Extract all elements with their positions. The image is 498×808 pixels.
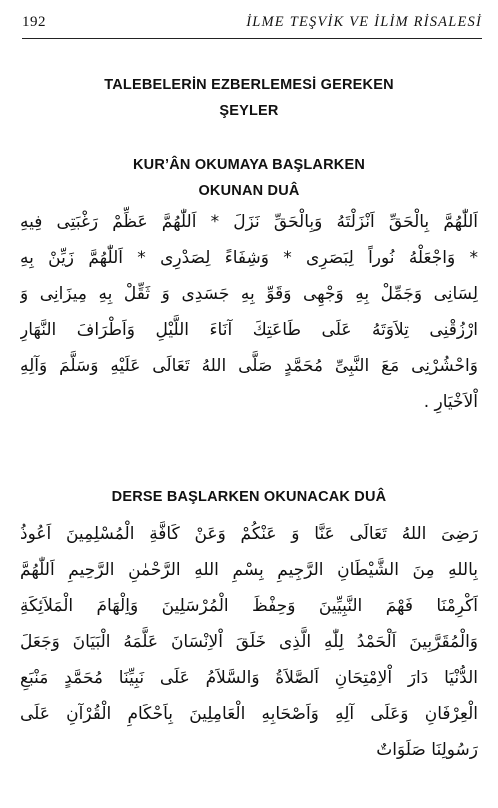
section-heading-lesson-prayer	[0, 484, 498, 510]
section-heading-line: OKUNAN DUÂ	[198, 183, 300, 199]
arabic-text-line: الْعِرْفَانِ وَعَلَى آلِهِ وَاَصْحَابِهِ الْعَامِلِينَ بِاَحْكَامِ الْقُرْآنِ عَلَى	[20, 704, 478, 724]
section-heading-line: TALEBELERİN EZBERLEMESİ GEREKEN	[104, 77, 394, 93]
arabic-text-line: الدُّنْيَا دَارَ اْلاِمْتِحَانِ اَلصَّلاَةُ وَالسَّلاَمُ عَلَى نَبِيِّنَا مُحَمَّدٍ مَنْبَعِ	[20, 668, 478, 688]
section-heading-line: KUR’ÂN OKUMAYA BAŞLARKEN	[133, 157, 365, 173]
section-heading-line: ŞEYLER	[219, 103, 279, 119]
section-heading-memorize	[0, 72, 498, 124]
arabic-text-line: وَالْمُقَرَّبِينَ اَلْحَمْدُ لِلّٰهِ الَّذِى خَلَقَ اْلاِنْسَانَ عَلَّمَهُ الْبَيَانَ وَجَعَلَ	[20, 632, 478, 652]
arabic-text-line: ارْزُقْنِى تِلاَوَتَهُ عَلَى طَاعَتِكَ آنَاءَ اللَّيْلِ وَاَطْرَافَ النَّهَارِ	[20, 320, 478, 340]
arabic-text-line: لِسَانِى وَجَمِّلْ بِهِ وَجْهِى وَقَوِّ بِهِ جَسَدِى وَ ثَقِّلْ بِهِ مِيزَانِى وَ	[20, 284, 478, 304]
page-header	[22, 14, 482, 39]
quran-prayer-text	[20, 204, 478, 420]
arabic-text-line: رَسُولِنَا صَلَوَاتٌ	[376, 740, 478, 760]
running-title: İLME TEŞVİK VE İLİM RİSALESİ	[246, 14, 482, 30]
arabic-text-line: رَضِىَ اللهُ تَعَالَى عَنَّا وَ عَنْكُمْ وَعَنْ كَافَّةِ الْمُسْلِمِينَ اَعُوذُ	[20, 524, 478, 544]
section-heading-line: DERSE BAŞLARKEN OKUNACAK DUÂ	[111, 489, 387, 505]
arabic-text-line: * وَاجْعَلْهُ نُوراً لِبَصَرِى * وَشِفَاءً لِصَدْرِى * اَللّٰهُمَّ زَيِّنْ بِهِ	[20, 248, 478, 268]
arabic-text-line: اْلاَخْيَارِ .	[423, 392, 478, 412]
section-heading-quran-prayer	[0, 152, 498, 204]
lesson-prayer-text	[20, 516, 478, 768]
arabic-text-line: بِاللهِ مِنَ الشَّيْطَانِ الرَّجِيمِ بِسْمِ اللهِ الرَّحْمٰنِ الرَّحِيمِ اَللّٰهُمَّ	[20, 560, 478, 580]
page-number: 192	[22, 14, 46, 30]
arabic-text-line: اَكْرِمْنَا فَهْمَ النَّبِيِّينَ وَحِفْظَ الْمُرْسَلِينَ وَاِلْهَامَ الْمَلاَئِكَةِ	[20, 596, 478, 616]
arabic-text-line: وَاحْشُرْنِى مَعَ النَّبِىِّ مُحَمَّدٍ صَلَّى اللهُ تَعَالَى عَلَيْهِ وَسَلَّمَ وَآلِهِ	[20, 356, 478, 376]
arabic-text-line: اَللّٰهُمَّ بِالْحَقِّ اَنْزَلْتَهُ وَبِالْحَقِّ نَزَلَ * اَللّٰهُمَّ عَظِّمْ رَغْبَتِى فِيهِ	[20, 212, 478, 232]
